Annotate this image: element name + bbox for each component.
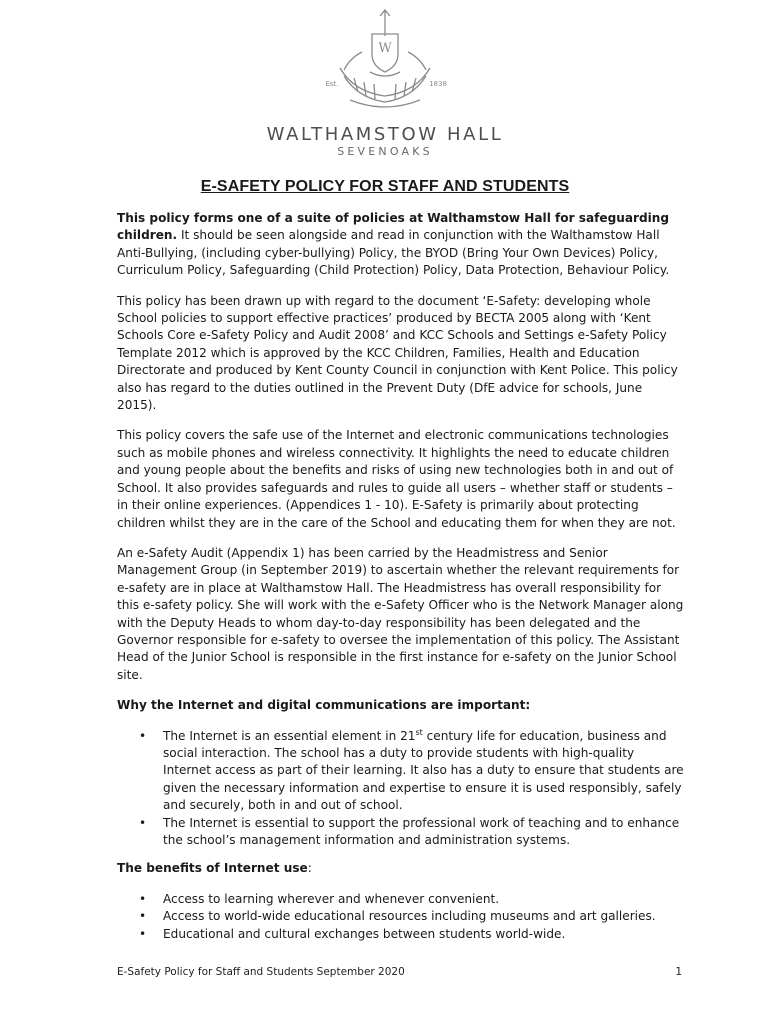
intro-bold-lead: This policy forms one of a suite of policies at Walthamstow Hall for safeguarding children.: [117, 211, 670, 243]
footer-text: E-Safety Policy for Staff and Students September 2020: [117, 966, 405, 978]
paragraph-scope: This policy covers the safe use of the Internet and electronic communications technologies such as mobile phones and wireless connectivity. It highlights the need to educate children and young people about the benefits and risks of using new technologies both in and out of School. It also provides safeguards and rules to guide all users – whether staff or students – in their online experiences. (Appendices 1 - 10). E-Safety is primarily about protecting children whilst they are in the care of the School and educating them for when they are not.: [117, 428, 676, 530]
bullet-icon: •: [139, 926, 147, 941]
bullet-icon: •: [139, 728, 147, 743]
document-title: E-SAFETY POLICY FOR STAFF AND STUDENTS: [200, 178, 570, 195]
document-body: [117, 210, 685, 954]
school-name: WALTHAMSTOW HALL: [266, 124, 504, 145]
page-footer: [117, 966, 682, 978]
bullet-icon: •: [139, 815, 147, 830]
list-item: • Access to learning wherever and whenever convenient.: [117, 891, 685, 908]
section-heading-benefits: The benefits of Internet use:: [117, 861, 312, 876]
crest-year-label: 1838: [429, 80, 447, 88]
school-location: SEVENOAKS: [337, 145, 433, 158]
intro-text: It should be seen alongside and read in conjunction with the Walthamstow Hall Anti-Bullying, (including cyber-bullying) Policy, the BYOD (Bring Your Own Devices) Policy, Curriculum Policy, Safeguarding (Child Protection) Policy, Data Protection, Behaviour Policy.: [117, 228, 670, 278]
page-number: 1: [675, 966, 682, 978]
paragraph-audit: An e-Safety Audit (Appendix 1) has been carried by the Headmistress and Senior Management Group (in September 2019) to ascertain whether the relevant requirements for e-safety are in place at Walthamstow Hall. The Headmistress has overall responsibility for this e-safety policy. She will work with the e-Safety Officer who is the Network Manager along with the Deputy Heads to whom day-to-day responsibility has been delegated and the Governor responsible for e-safety to oversee the implementation of this policy. The Assistant Head of the Junior School is responsible in the first instance for e-safety on the Junior School site.: [117, 545, 684, 682]
list-item: • The Internet is essential to support the professional work of teaching and to enhance the school’s management information and administration systems.: [139, 815, 680, 847]
bullet-icon: •: [139, 909, 147, 924]
list-item: • The Internet is an essential element in 21st century life for education, business and social interaction. The school has a duty to provide students with high-quality Internet access as part of their learning. It also has a duty to ensure that students are given the necessary information and expertise to ensure it is used responsibly, safely and securely, both in and out of school.: [139, 727, 684, 813]
school-crest-logo: [314, 6, 456, 124]
why-list: [117, 728, 685, 850]
list-item: • Access to world-wide educational resources including museums and art galleries.: [117, 908, 685, 925]
list-item: • Educational and cultural exchanges between students world-wide.: [117, 926, 685, 943]
bullet-icon: •: [139, 891, 147, 906]
intro-paragraph: [117, 210, 685, 280]
crest-monogram: W: [378, 41, 392, 56]
crest-est-label: Est.: [325, 80, 339, 88]
benefits-list: [117, 891, 685, 943]
section-heading-why: Why the Internet and digital communications are important:: [117, 698, 531, 713]
paragraph-becta: This policy has been drawn up with regard to the document ‘E-Safety: developing whole School policies to support effective practices’ produced by BECTA 2005 along with ‘Kent Schools Core e-Safety Policy and Audit 2008’ and KCC Schools and Settings e-Safety Policy Template 2012 which is approved by the KCC Children, Families, Health and Education Directorate and produced by Kent County Council in conjunction with Kent Police. This policy also has regard to the duties outlined in the Prevent Duty (DfE advice for schools, June 2015).: [117, 293, 678, 413]
